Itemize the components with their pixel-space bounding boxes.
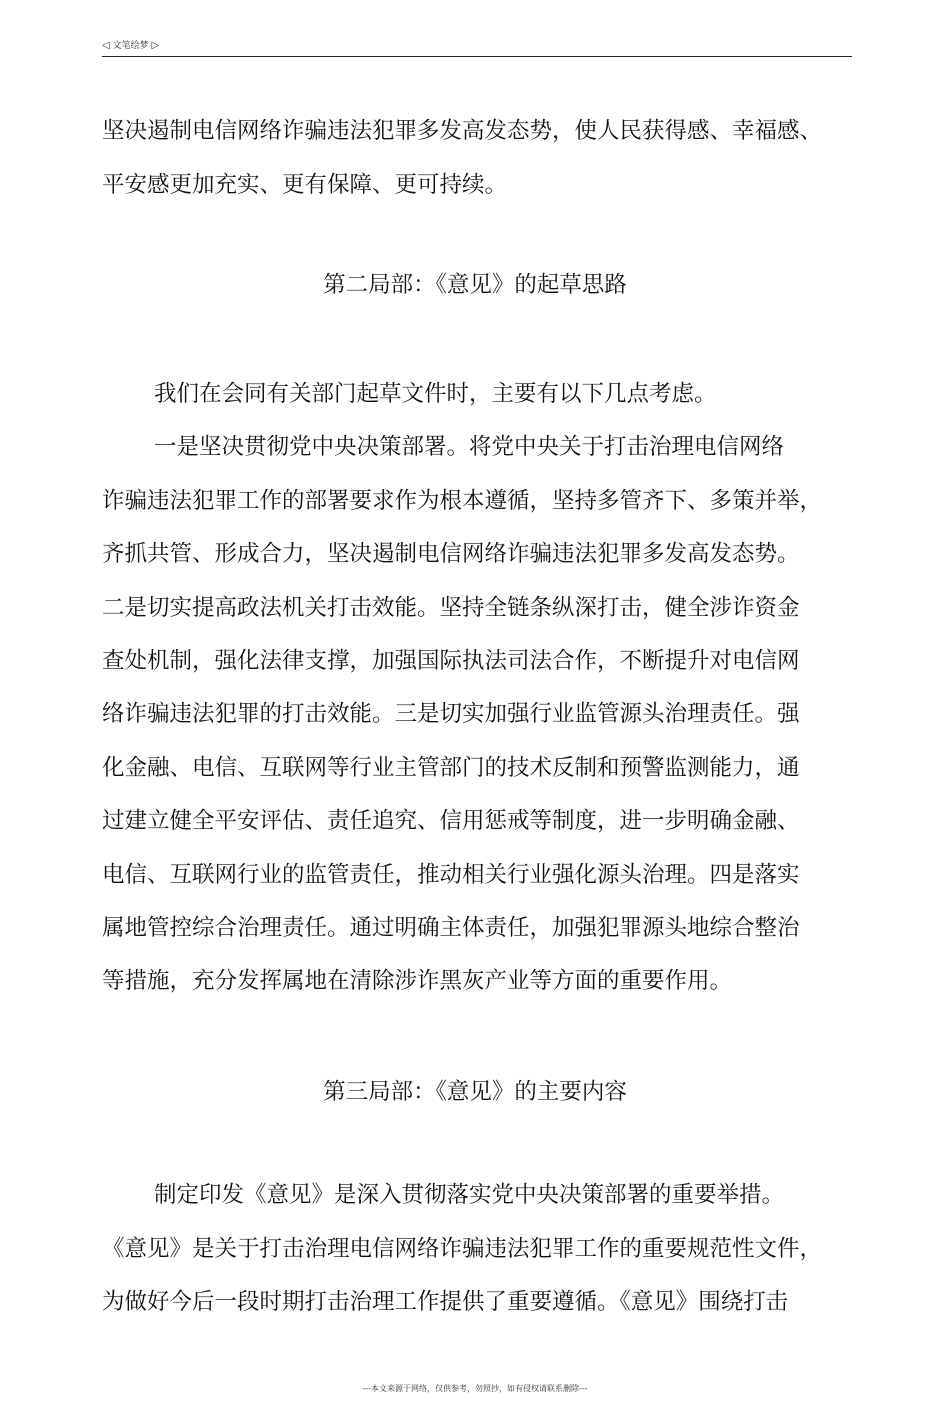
intro-line-1: 坚决遏制电信网络诈骗违法犯罪多发高发态势，使人民获得感、幸福感、 [102,118,823,144]
intro-line-2: 平安感更加充实、更有保障、更可持续。 [102,172,508,198]
header-label: 文笔绘梦 [112,41,149,51]
section2-line: 齐抓共管、形成合力，坚决遏制电信网络诈骗违法犯罪多发高发态势。 [102,541,800,567]
section3-line: 《意见》是关于打击治理电信网络诈骗违法犯罪工作的重要规范性文件， [102,1236,823,1262]
section2-line: 属地管控综合治理责任。通过明确主体责任，加强犯罪源头地综合整治 [102,915,800,941]
section2-line: 络诈骗违法犯罪的打击效能。三是切实加强行业监管源头治理责任。强 [102,701,800,727]
page-footer: ---本文来源于网络，仅供参考，勿照抄，如有侵权请联系删除--- [362,1384,588,1393]
section2-line: 化金融、电信、互联网等行业主管部门的技术反制和预警监测能力，通 [102,755,800,781]
section2-line: 一是坚决贯彻党中央决策部署。将党中央关于打击治理电信网络 [154,434,785,460]
page-header [102,38,852,57]
section2-line: 二是切实提高政法机关打击效能。坚持全链条纵深打击，健全涉诈资金 [102,595,800,621]
section3-line: 为做好今后一段时期打击治理工作提供了重要遵循。《意见》围绕打击 [102,1289,789,1315]
section2-line: 诈骗违法犯罪工作的部署要求作为根本遵循，坚持多管齐下、多策并举， [102,488,823,514]
section2-line: 查处机制，强化法律支撑，加强国际执法司法合作，不断提升对电信网 [102,648,800,674]
left-triangle-icon: ◁ [102,40,110,51]
section3-heading: 第三局部：《意见》的主要内容 [323,1079,627,1105]
right-triangle-icon: ▷ [151,40,160,51]
section2-line: 电信、互联网行业的监管责任，推动相关行业强化源头治理。四是落实 [102,862,800,888]
section2-heading: 第二局部：《意见》的起草思路 [323,272,627,298]
section2-line: 过建立健全平安评估、责任追究、信用惩戒等制度，进一步明确金融、 [102,808,800,834]
section2-line: 我们在会同有关部门起草文件时，主要有以下几点考虑。 [154,381,717,407]
section2-line: 等措施，充分发挥属地在清除涉诈黑灰产业等方面的重要作用。 [102,968,733,994]
section3-line: 制定印发《意见》是深入贯彻落实党中央决策部署的重要举措。 [154,1182,785,1208]
